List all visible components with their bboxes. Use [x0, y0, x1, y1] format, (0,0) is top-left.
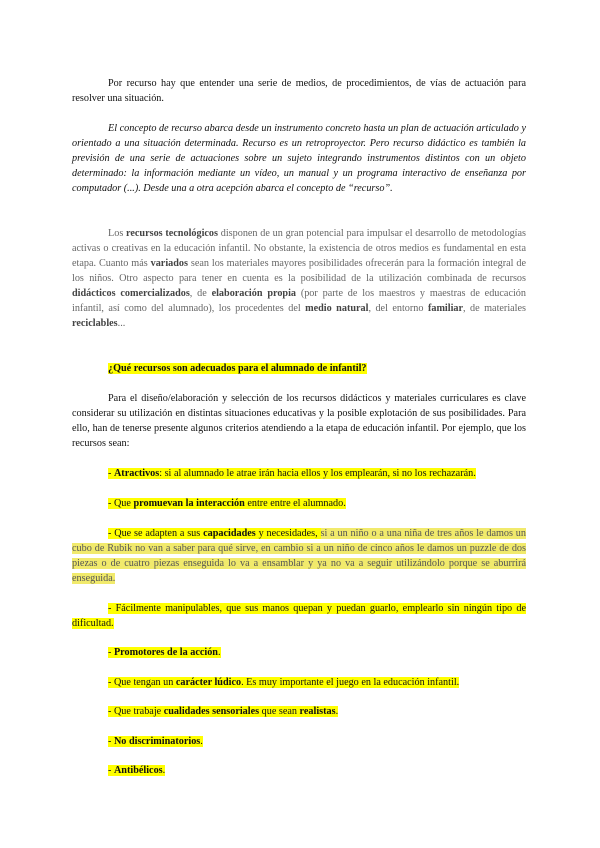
list-item-non-discriminatory: - No discriminatorios. — [108, 736, 203, 747]
list-item-manipulable: - Fácilmente manipulables, que sus manos quepan y puedan guarlo, emplearlo sin ningún tipo de dificultad. — [72, 603, 526, 629]
list-item-sensory: - Que trabaje cualidades sensoriales que sean realistas. — [108, 706, 339, 717]
resources-paragraph: Los recursos tecnológicos disponen de un gran potencial para impulsar el desarrollo de metodologías activas o creativas en la educación infantil. No obstante, la existencia de otros medios es fundamental en esta etapa. Cuanto más variados sean los materiales mayores posibilidades ofrecerán para la formación integral de los niños. Otro aspecto para tener en cuenta es la posibilidad de la utilización combinada de recursos didácticos comercializados, de elaboración propia (por parte de los maestros y maestras de educación infantil, así como del alumnado), los procedentes del medio natural, del entorno familiar, de materiales reciclables... — [72, 228, 527, 329]
list-item-antiwar: - Antibélicos. — [108, 765, 166, 776]
intro-paragraph: Por recurso hay que entender una serie de medios, de procedimientos, de vías de actuación para resolver una situación. — [72, 78, 526, 104]
list-item-attractive: - Atractivos: si al alumnado le atrae irán hacia ellos y los emplearán, si no los rechazarán. — [108, 468, 476, 479]
list-item-playful: - Que tengan un carácter lúdico. Es muy importante el juego en la educación infantil. — [108, 677, 460, 688]
quote-paragraph: El concepto de recurso abarca desde un instrumento concreto hasta un plan de actuación articulado y orientado a una situación determinada. Recurso es un retroproyector. Pero recurso didáctico es también la previsión de una serie de actuaciones sobre un sujeto integrando instrumentos distintos con un objeto determinado: la información mediante un vídeo, un manual y un programa interactivo de enseñanza por computador (...). Desde una a otra acepción abarca el concepto de “recurso”. — [72, 123, 526, 194]
list-item-interaction: - Que promuevan la interacción entre entre el alumnado. — [108, 498, 346, 509]
criteria-paragraph: Para el diseño/elaboración y selección de los recursos didácticos y materiales curriculares es clave considerar su utilización en distintas situaciones educativas y la posible explotación de sus posibilidades. Para ello, han de tenerse presente algunos criterios atendiendo a la etapa de educación infantil. Por ejemplo, que los recursos sean: — [72, 393, 526, 449]
list-item-capacities: - Que se adapten a sus capacidades y necesidades, si a un niño o a una niña de tres años le damos un cubo de Rubik no van a saber para qué sirve, en cambio si a un niño de cinco años le damos un puzzle de dos piezas o de cuatro piezas enseguida lo va a ensamblar y ya no va a seguir utilizándolo porque se aburrirá enseguida. — [72, 528, 526, 584]
list-item-action: - Promotores de la acción. — [108, 647, 221, 658]
section-question-heading: ¿Qué recursos son adecuados para el alumnado de infantil? — [108, 363, 367, 374]
